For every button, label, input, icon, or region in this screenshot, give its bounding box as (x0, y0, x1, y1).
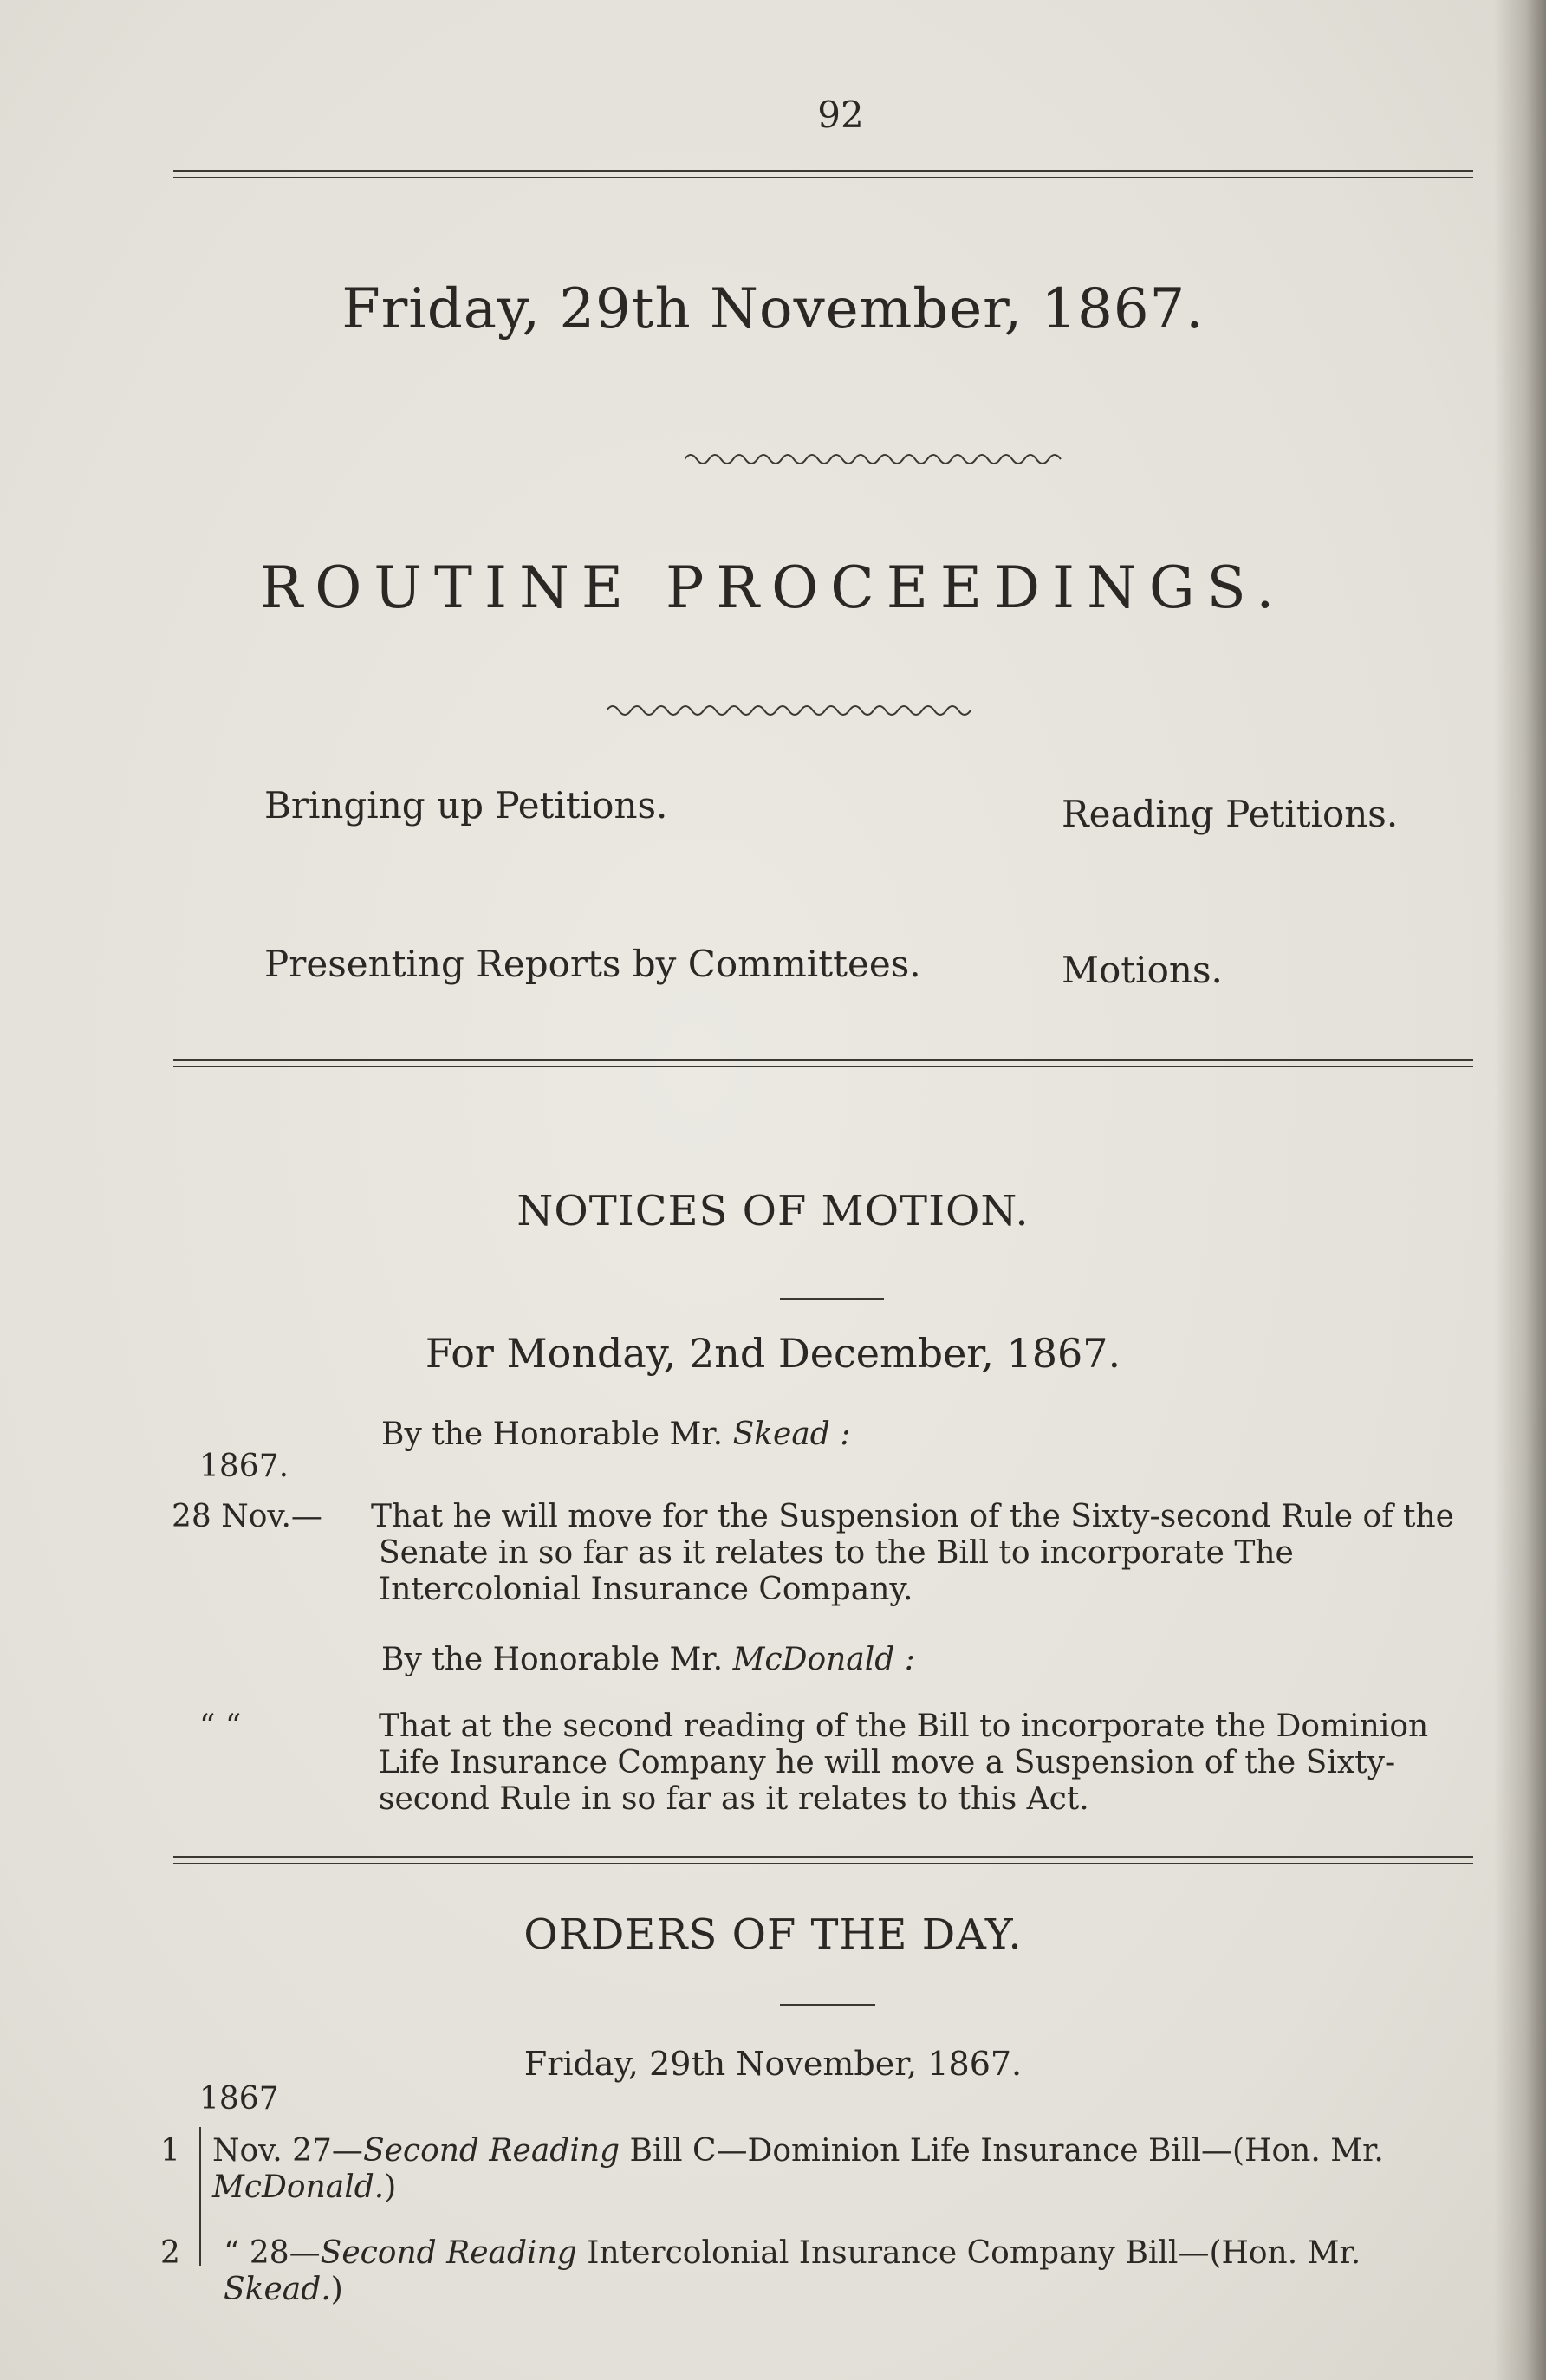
order-member: McDonald. (212, 2169, 385, 2205)
mover-prefix: By the Honorable Mr. (381, 1642, 724, 1677)
routine-item: Bringing up Petitions. (264, 784, 668, 827)
routine-item: Motions. (1062, 949, 1223, 991)
short-rule (780, 2004, 875, 2006)
ornamental-squiggle (685, 451, 1066, 468)
motion-text: That at the second reading of the Bill to incorporate the Dominion Life Insurance Company he will move a Suspension of the Sixty-second Rule in so far as it relates to this Act. (379, 1709, 1429, 1817)
mover-name: McDonald : (732, 1642, 915, 1677)
notices-year: 1867. (199, 1449, 289, 1484)
order-date: Nov. 27— (212, 2133, 363, 2169)
order-close: ) (384, 2169, 397, 2205)
motion-text (371, 1499, 1479, 1608)
order-close: ) (330, 2272, 343, 2307)
orders-subheading: Friday, 29th November, 1867. (523, 2045, 1023, 2083)
page-number: 92 (817, 94, 864, 136)
section-double-rule (173, 1059, 1473, 1067)
order-bill: Bill C—Dominion Life Insurance Bill—(Hon. Mr. (629, 2133, 1384, 2169)
motion-date: “ “ (199, 1709, 242, 1744)
notices-heading: NOTICES OF MOTION. (516, 1187, 1030, 1235)
order-number: 2 (160, 2235, 180, 2271)
motion-date: 28 Nov.— (172, 1499, 322, 1534)
orders-year: 1867 (199, 2081, 279, 2117)
mover-prefix: By the Honorable Mr. (381, 1417, 724, 1452)
motion-text-body: That he will move for the Suspension of the Sixty-second Rule of the Senate in so far as it relates to the Bill to incorporate The Intercolonial Insurance Company. (371, 1499, 1454, 1607)
order-stage: Second Reading (320, 2235, 577, 2271)
ornamental-squiggle (607, 702, 979, 719)
order-date: “ 28— (224, 2235, 321, 2271)
mover-name: Skead : (732, 1417, 851, 1452)
orders-vertical-rule (199, 2127, 201, 2266)
routine-item: Presenting Reports by Committees. (264, 943, 921, 985)
section-double-rule (173, 1856, 1473, 1864)
motion-mover (381, 1417, 850, 1452)
routine-heading: ROUTINE PROCEEDINGS. (259, 554, 1287, 621)
date-heading: Friday, 29th November, 1867. (341, 277, 1205, 341)
order-bill: Intercolonial Insurance Company Bill—(Hon. Mr. (587, 2235, 1361, 2271)
order-item (212, 2133, 1469, 2206)
order-number: 1 (160, 2133, 180, 2169)
routine-item: Reading Petitions. (1062, 793, 1399, 835)
orders-heading: ORDERS OF THE DAY. (523, 1910, 1023, 1959)
motion-mover (381, 1642, 915, 1677)
top-double-rule (173, 170, 1473, 178)
order-item (224, 2235, 1480, 2308)
short-rule (780, 1298, 884, 1300)
order-stage: Second Reading (362, 2133, 620, 2169)
order-member: Skead. (224, 2272, 331, 2307)
notices-subheading: For Monday, 2nd December, 1867. (425, 1330, 1121, 1377)
